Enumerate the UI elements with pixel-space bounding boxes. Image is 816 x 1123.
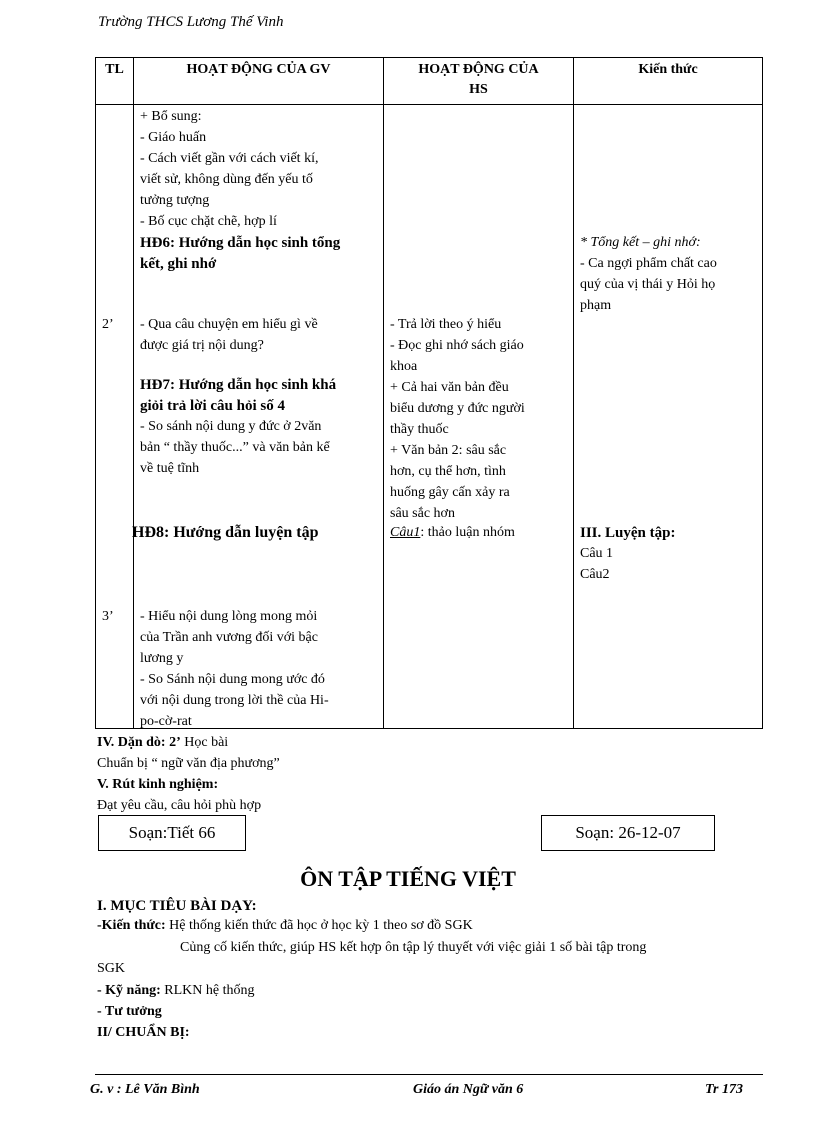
rutkinh-text: Đạt yêu cầu, câu hỏi phù hợp xyxy=(97,798,262,813)
kynang-label: - Kỹ năng: xyxy=(97,983,161,998)
hs-line: sâu sắc hơn xyxy=(390,506,455,521)
dando-line xyxy=(97,733,228,753)
gv-line: - Cách viết gần với cách viết kí, xyxy=(140,151,319,166)
time-mark: 3’ xyxy=(102,609,114,624)
muctieu-heading: I. MỤC TIÊU BÀI DẠY: xyxy=(97,898,257,914)
school-name: Trường THCS Lương Thế Vinh xyxy=(98,14,284,30)
gv-line: - So Sánh nội dung mong ước đó xyxy=(140,672,325,687)
col-header-hs xyxy=(384,58,574,105)
lesson-title: ÔN TẬP TIẾNG VIỆT xyxy=(300,866,516,891)
hs-line xyxy=(390,523,515,543)
table-body-row xyxy=(96,105,763,729)
col-header-hs-line1: HOẠT ĐỘNG CỦA xyxy=(418,62,539,77)
gv-line: - Qua câu chuyện em hiểu gì về xyxy=(140,317,318,332)
gv-heading: HĐ7: Hướng dẫn học sinh khá xyxy=(140,377,337,393)
footer-rule xyxy=(95,1074,763,1075)
hs-cell xyxy=(384,105,574,729)
footer-book: Giáo án Ngữ văn 6 xyxy=(413,1082,524,1097)
gv-line: lương y xyxy=(140,651,184,666)
hs-line: - Đọc ghi nhớ sách giáo xyxy=(390,338,524,353)
kienthuc-text: Hệ thống kiến thức đã học ở học kỳ 1 theo sơ đồ SGK xyxy=(165,918,473,933)
tutuong-heading: - Tư tưởng xyxy=(97,1004,162,1019)
gv-line: - Giáo huấn xyxy=(140,130,207,145)
gv-heading: giỏi trả lời câu hỏi số 4 xyxy=(140,398,285,414)
tl-cell xyxy=(96,105,134,729)
chuanbi-heading: II/ CHUẨN BỊ: xyxy=(97,1025,190,1040)
kienthuc-line xyxy=(97,916,473,936)
kt-line: Câu 1 xyxy=(580,546,614,561)
kt-line: Câu2 xyxy=(580,567,610,582)
kt-line: phạm xyxy=(580,298,612,313)
hs-line: thầy thuốc xyxy=(390,422,449,437)
cungco-line2: SGK xyxy=(97,961,126,976)
hs-line: biểu dương y đức người xyxy=(390,401,525,416)
rutkinh-label: V. Rút kinh nghiệm: xyxy=(97,777,219,792)
col-header-gv: HOẠT ĐỘNG CỦA GV xyxy=(134,58,384,105)
gv-line: được giá trị nội dung? xyxy=(140,338,264,353)
gv-heading: HĐ6: Hướng dẫn học sinh tổng xyxy=(140,235,341,251)
kt-heading: III. Luyện tập: xyxy=(580,525,676,541)
gv-line: - So sánh nội dung y đức ở 2văn xyxy=(140,419,322,434)
kt-line: quý của vị thái y Hỏi họ xyxy=(580,277,716,292)
hs-line: khoa xyxy=(390,359,418,374)
kt-cell xyxy=(574,105,763,729)
kt-line: - Ca ngợi phẩm chất cao xyxy=(580,256,717,271)
gv-cell xyxy=(134,105,384,729)
chuanbi-line: Chuẩn bị “ ngữ văn địa phương” xyxy=(97,756,280,771)
gv-line: + Bổ sung: xyxy=(140,109,202,124)
gv-line: tưởng tượng xyxy=(140,193,210,208)
gv-line: po-cờ-rat xyxy=(140,714,192,729)
footer-page: Tr 173 xyxy=(705,1082,743,1097)
gv-line: về tuệ tĩnh xyxy=(140,461,200,476)
table-header-row xyxy=(96,58,763,105)
col-header-hs-line2: HS xyxy=(469,82,488,97)
gv-line: - Hiểu nội dung lòng mong mỏi xyxy=(140,609,318,624)
hs-line: + Văn bản 2: sâu sắc xyxy=(390,443,507,458)
hs-line: + Cả hai văn bản đều xyxy=(390,380,509,395)
cungco-line1: Củng cố kiến thức, giúp HS kết hợp ôn tập lý thuyết với việc giải 1 số bài tập trong xyxy=(180,940,647,955)
gv-line: viết sử, không dùng đến yếu tố xyxy=(140,172,313,187)
kynang-text: RLKN hệ thống xyxy=(160,983,255,998)
gv-line: bản “ thầy thuốc...” và văn bản kể xyxy=(140,440,330,455)
footer-teacher: G. v : Lê Văn Bình xyxy=(90,1082,200,1097)
col-header-kt: Kiến thức xyxy=(574,58,763,105)
kynang-line xyxy=(97,981,255,1001)
lesson-table xyxy=(95,57,763,729)
time-mark: 2’ xyxy=(102,317,114,332)
hs-line: huống gây cấn xảy ra xyxy=(390,485,510,500)
kt-line: * Tổng kết – ghi nhớ: xyxy=(580,235,701,250)
gv-line: - Bố cục chặt chẽ, hợp lí xyxy=(140,214,277,229)
soan-tiet-box: Soạn:Tiết 66 xyxy=(98,815,246,851)
gv-line: của Trần anh vương đối với bậc xyxy=(140,630,318,645)
kienthuc-label: -Kiến thức: xyxy=(97,918,166,933)
cau1-text: : thảo luận nhóm xyxy=(420,525,515,540)
cau1-label: Câu1 xyxy=(390,525,421,540)
col-header-tl: TL xyxy=(96,58,134,105)
dando-label: IV. Dặn dò: 2’ xyxy=(97,735,181,750)
dando-text: Học bài xyxy=(180,735,229,750)
gv-heading: HĐ8: Hướng dẫn luyện tập xyxy=(132,524,319,541)
hs-line: - Trả lời theo ý hiểu xyxy=(390,317,502,332)
gv-line: với nội dung trong lời thề của Hi- xyxy=(140,693,329,708)
soan-date-box: Soạn: 26-12-07 xyxy=(541,815,715,851)
hs-line: hơn, cụ thể hơn, tình xyxy=(390,464,506,479)
gv-heading: kết, ghi nhớ xyxy=(140,256,217,272)
